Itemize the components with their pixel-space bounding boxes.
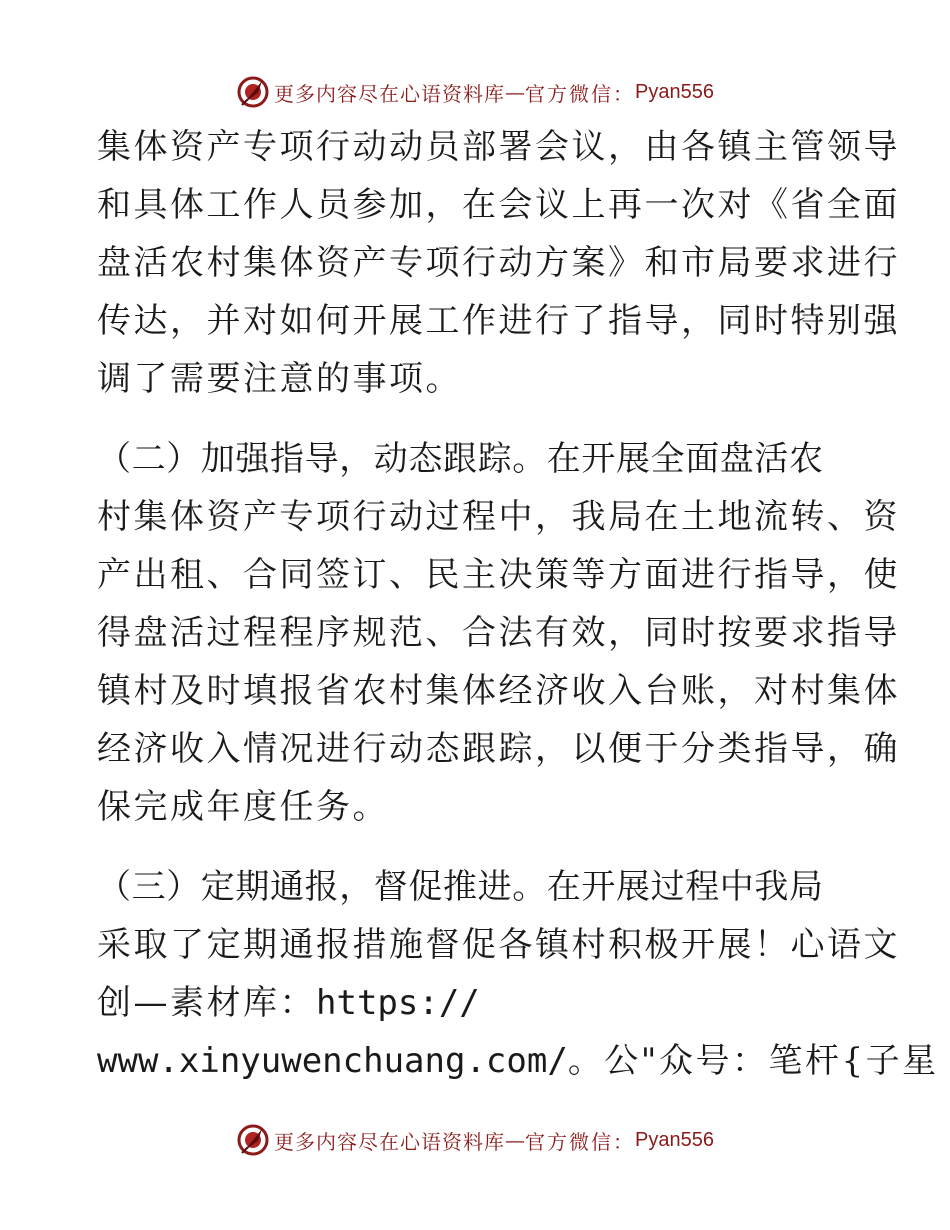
text-line: 集体资产专项行动动员部署会议，由各镇主管领导: [97, 127, 900, 167]
banner-wechat-id: Pyan556: [635, 1128, 714, 1151]
text-line: 和具体工作人员参加，在会议上再一次对《省全面: [97, 185, 900, 225]
text-line: 调了需要注意的事项。: [97, 359, 462, 399]
paragraph-3: [97, 858, 939, 1090]
quill-logo-icon: [236, 75, 270, 109]
source-label: 创—素材库：: [97, 983, 316, 1023]
text-line: 采取了定期通报措施督促各镇村积极开展！心语文: [97, 925, 900, 965]
text-line: 保完成年度任务。: [97, 787, 389, 827]
paragraph-1: [97, 118, 900, 408]
banner-separator: —: [505, 80, 526, 104]
banner-wechat-id: Pyan556: [635, 80, 714, 103]
banner-text: 更多内容尽在心语资料库: [274, 1129, 506, 1154]
paragraph-2: [97, 430, 900, 836]
banner-official-label: 官方微信：: [525, 81, 636, 106]
text-line: 得盘活过程程序规范、合法有效，同时按要求指导: [97, 613, 900, 653]
text-line: 传达，并对如何开展工作进行了指导，同时特别强: [97, 301, 900, 341]
text-line: （三）定期通报，督促推进。在开展过程中我局: [97, 867, 824, 907]
url-text: www.xinyuwenchuang.com/: [97, 1041, 568, 1081]
banner-text: 更多内容尽在心语资料库: [274, 81, 506, 106]
text-line: 盘活农村集体资产专项行动方案》和市局要求进行: [97, 243, 900, 283]
account-label: 。公"众号：笔杆{子星: [567, 1041, 939, 1081]
text-line: [97, 1032, 939, 1090]
url-text: https://: [316, 983, 480, 1023]
text-line: [97, 974, 857, 1032]
text-line: 村集体资产专项行动过程中，我局在土地流转、资: [97, 497, 900, 537]
banner-official-label: 官方微信：: [525, 1129, 636, 1154]
banner-separator: —: [505, 1128, 526, 1152]
footer-banner: [0, 1120, 950, 1160]
document-body: [97, 118, 939, 1090]
text-line: （二）加强指导，动态跟踪。在开展全面盘活农: [97, 439, 824, 479]
text-line: 产出租、合同签订、民主决策等方面进行指导，使: [97, 555, 900, 595]
header-banner: [0, 72, 950, 112]
quill-logo-icon: [236, 1123, 270, 1157]
text-line: 经济收入情况进行动态跟踪，以便于分类指导，确: [97, 729, 900, 769]
text-line: 镇村及时填报省农村集体经济收入台账，对村集体: [97, 671, 900, 711]
